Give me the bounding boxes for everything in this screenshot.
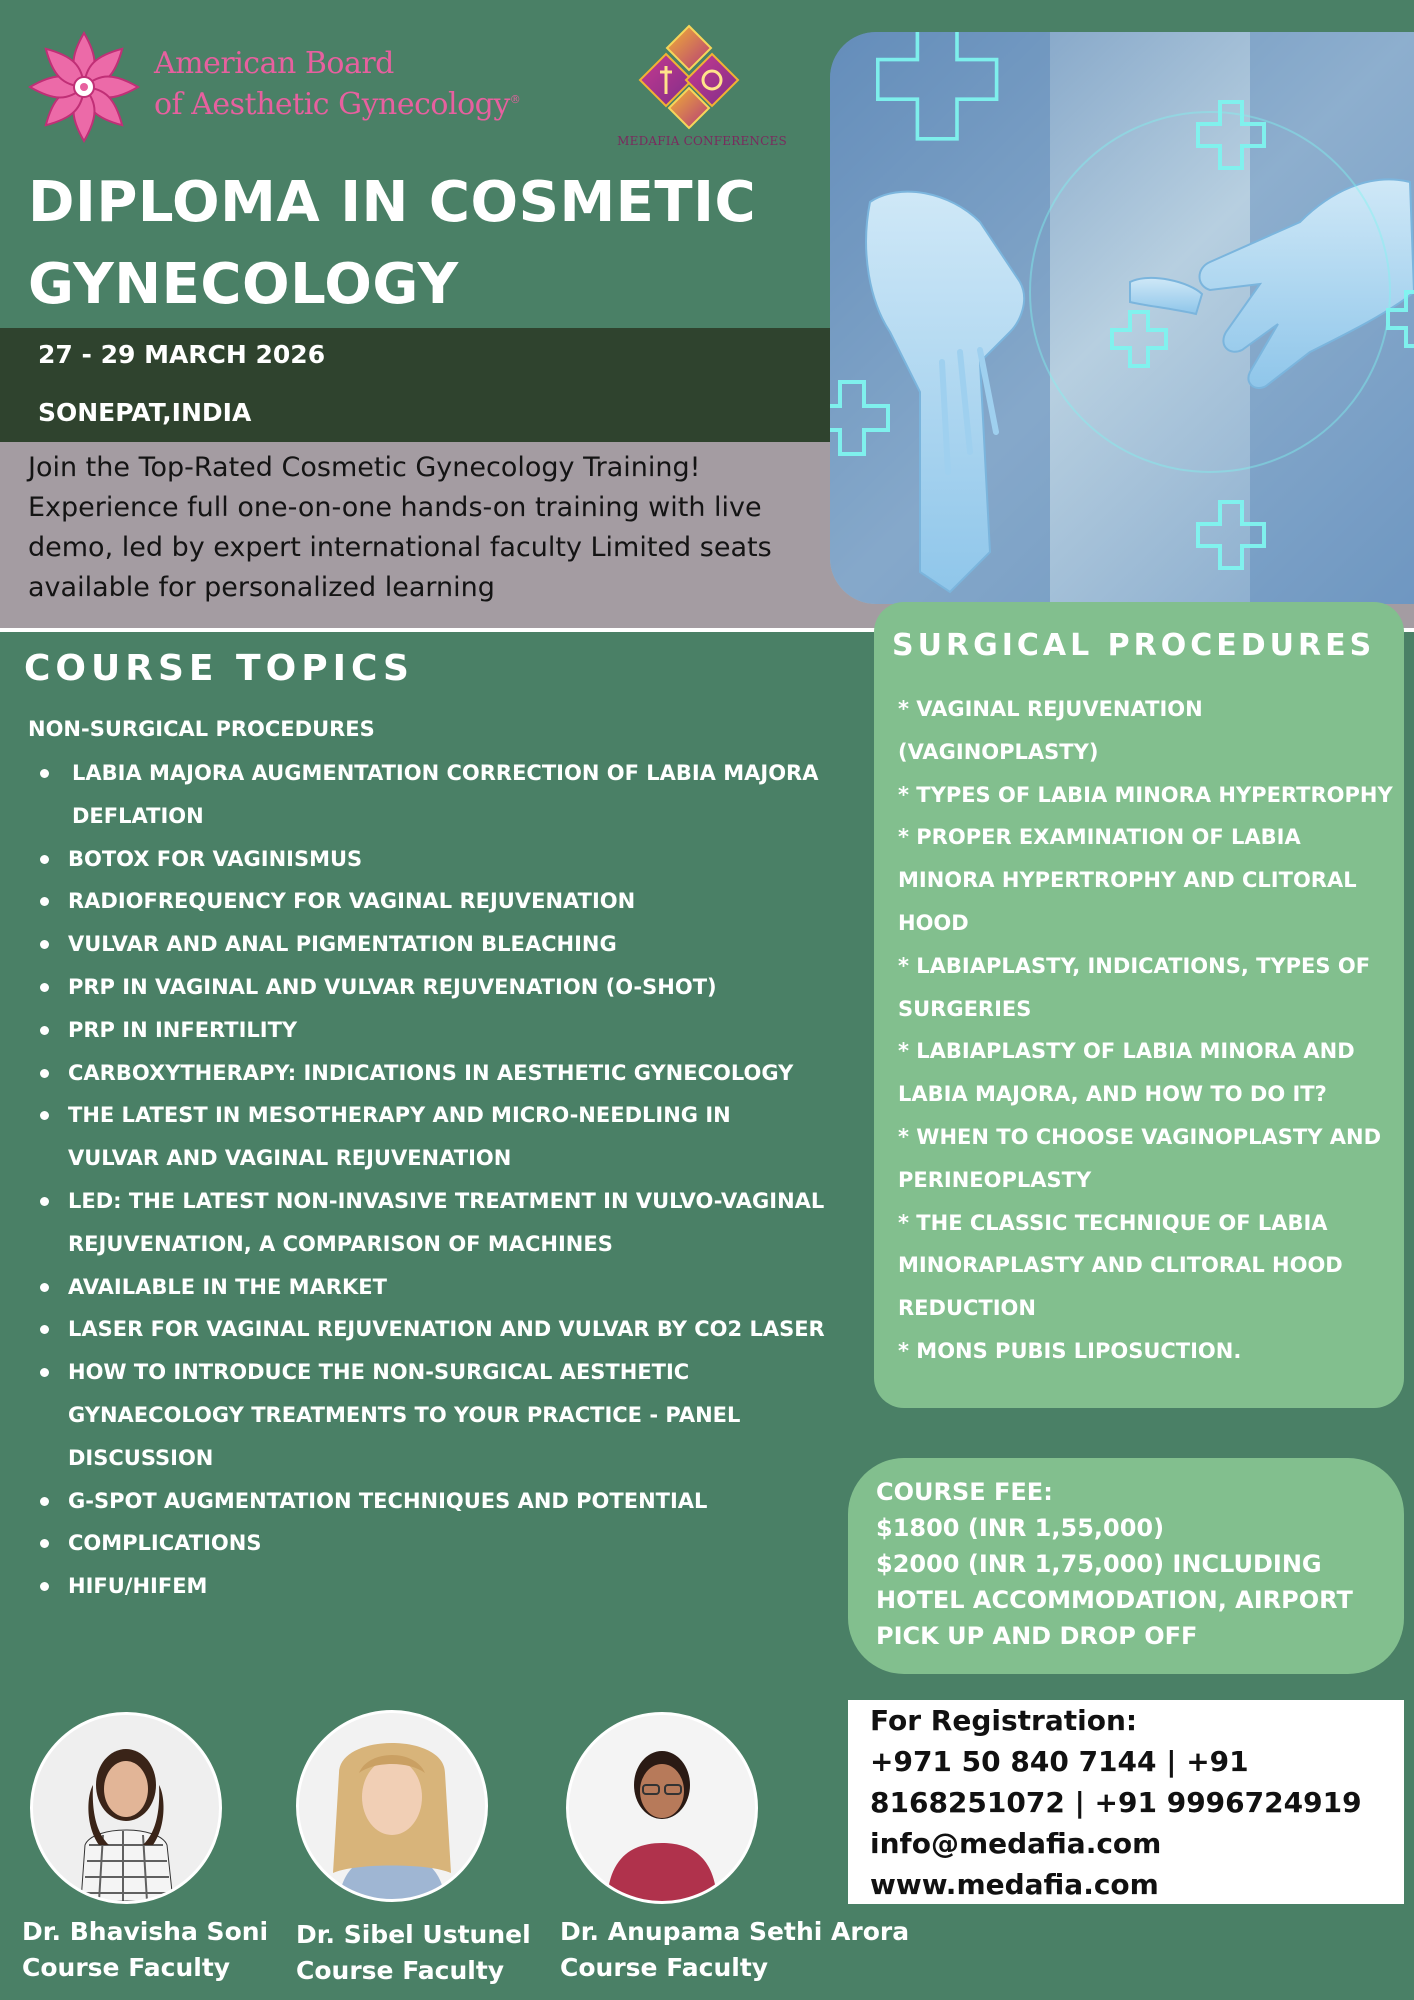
list-item: CARBOXYTHERAPY: INDICATIONS IN AESTHETIC GYNECOLOGY [36, 1052, 826, 1095]
registration-label: For Registration: [870, 1704, 1138, 1737]
list-item: * MONS PUBIS LIPOSUCTION. [898, 1338, 1242, 1363]
registration-website[interactable]: www.medafia.com [870, 1868, 1159, 1901]
registration-text [870, 1700, 1400, 1905]
page-title: DIPLOMA IN COSMETIC GYNECOLOGY [28, 170, 757, 317]
surgical-procedures-list [898, 688, 1398, 1373]
list-item: RADIOFREQUENCY FOR VAGINAL REJUVENATION [36, 880, 826, 923]
faculty-portrait-icon [299, 1713, 485, 1899]
list-item: HIFU/HIFEM [36, 1565, 826, 1608]
surgical-procedures-heading: SURGICAL PROCEDURES [892, 628, 1376, 663]
faculty-portrait-icon [33, 1715, 219, 1901]
fee-option-2: $2000 (INR 1,75,000) INCLUDING HOTEL ACCOMMODATION, AIRPORT PICK UP AND DROP OFF [876, 1550, 1353, 1650]
registration-phones[interactable]: +971 50 840 7144 | +91 8168251072 | +91 9996724919 [870, 1745, 1362, 1819]
faculty-avatar [30, 1712, 222, 1904]
abag-logo-text [154, 46, 521, 123]
faculty-name: Dr. Bhavisha Soni [22, 1917, 269, 1946]
list-item: THE LATEST IN MESOTHERAPY AND MICRO-NEEDLING IN VULVAR AND VAGINAL REJUVENATION [36, 1094, 826, 1180]
faculty-role: Course Faculty [560, 1953, 769, 1982]
event-dates: 27 - 29 MARCH 2026 [38, 340, 326, 369]
list-item: G-SPOT AUGMENTATION TECHNIQUES AND POTENTIAL [36, 1480, 826, 1523]
faculty-avatar [566, 1712, 758, 1904]
list-item: HOW TO INTRODUCE THE NON-SURGICAL AESTHETIC GYNAECOLOGY TREATMENTS TO YOUR PRACTICE - PANEL DISCUSSION [36, 1351, 826, 1479]
course-topics-list [36, 752, 826, 1608]
list-item: * THE CLASSIC TECHNIQUE OF LABIA MINORAPLASTY AND CLITORAL HOOD REDUCTION [898, 1210, 1343, 1321]
faculty-name: Dr. Anupama Sethi Arora [560, 1917, 910, 1946]
faculty-name-block [296, 1917, 531, 1989]
gloved-hands-illustration-icon [830, 32, 1414, 604]
faculty-name: Dr. Sibel Ustunel [296, 1920, 531, 1949]
registration-email[interactable]: info@medafia.com [870, 1827, 1162, 1860]
list-item: LASER FOR VAGINAL REJUVENATION AND VULVAR BY CO2 LASER [36, 1308, 826, 1351]
medafia-logo-text: MEDAFIA CONFERENCES [617, 134, 787, 148]
intro-text: Join the Top-Rated Cosmetic Gynecology Training! Experience full one-on-one hands-on training with live demo, led by expert international faculty Limited seats available for personalized learning [28, 452, 772, 603]
abag-flower-logo-icon [24, 30, 144, 145]
list-item: * LABIAPLASTY, INDICATIONS, TYPES OF SURGERIES [898, 953, 1371, 1021]
org-name-line1: American Board [154, 46, 394, 81]
list-item: BOTOX FOR VAGINISMUS [36, 838, 826, 881]
event-location: SONEPAT,INDIA [38, 398, 252, 427]
list-item: * LABIAPLASTY OF LABIA MINORA AND LABIA MAJORA, AND HOW TO DO IT? [898, 1039, 1355, 1107]
list-item: * VAGINAL REJUVENATION (VAGINOPLASTY) [898, 697, 1203, 764]
list-item: LED: THE LATEST NON-INVASIVE TREATMENT IN VULVO-VAGINAL REJUVENATION, A COMPARISON OF MACHINES [36, 1180, 826, 1266]
hero-gloves-photo [830, 32, 1414, 604]
non-surgical-heading: NON-SURGICAL PROCEDURES [28, 717, 375, 741]
list-item: * TYPES OF LABIA MINORA HYPERTROPHY [898, 782, 1393, 807]
org-name-line2: of Aesthetic Gynecology [154, 87, 510, 122]
list-item: PRP IN INFERTILITY [36, 1009, 826, 1052]
faculty-avatar [296, 1710, 488, 1902]
faculty-role: Course Faculty [296, 1956, 505, 1985]
list-item: AVAILABLE IN THE MARKET [36, 1266, 826, 1309]
list-item: LABIA MAJORA AUGMENTATION CORRECTION OF LABIA MAJORA DEFLATION [36, 752, 826, 838]
list-item: VULVAR AND ANAL PIGMENTATION BLEACHING [36, 923, 826, 966]
list-item: PRP IN VAGINAL AND VULVAR REJUVENATION (O-SHOT) [36, 966, 826, 1009]
list-item: COMPLICATIONS [36, 1522, 826, 1565]
fee-option-1: $1800 (INR 1,55,000) [876, 1514, 1165, 1542]
fee-label: COURSE FEE: [876, 1478, 1053, 1506]
medafia-diamond-logo-icon [616, 22, 786, 152]
faculty-name-block [22, 1914, 268, 1986]
faculty-role: Course Faculty [22, 1953, 231, 1982]
course-fee-text [876, 1474, 1396, 1654]
faculty-portrait-icon [569, 1715, 755, 1901]
list-item: * PROPER EXAMINATION OF LABIA MINORA HYPERTROPHY AND CLITORAL HOOD [898, 825, 1357, 935]
registered-mark: ® [509, 93, 521, 106]
faculty-name-block [560, 1914, 909, 1986]
list-item: * WHEN TO CHOOSE VAGINOPLASTY AND PERINEOPLASTY [898, 1124, 1382, 1192]
course-topics-heading: COURSE TOPICS [24, 648, 414, 689]
